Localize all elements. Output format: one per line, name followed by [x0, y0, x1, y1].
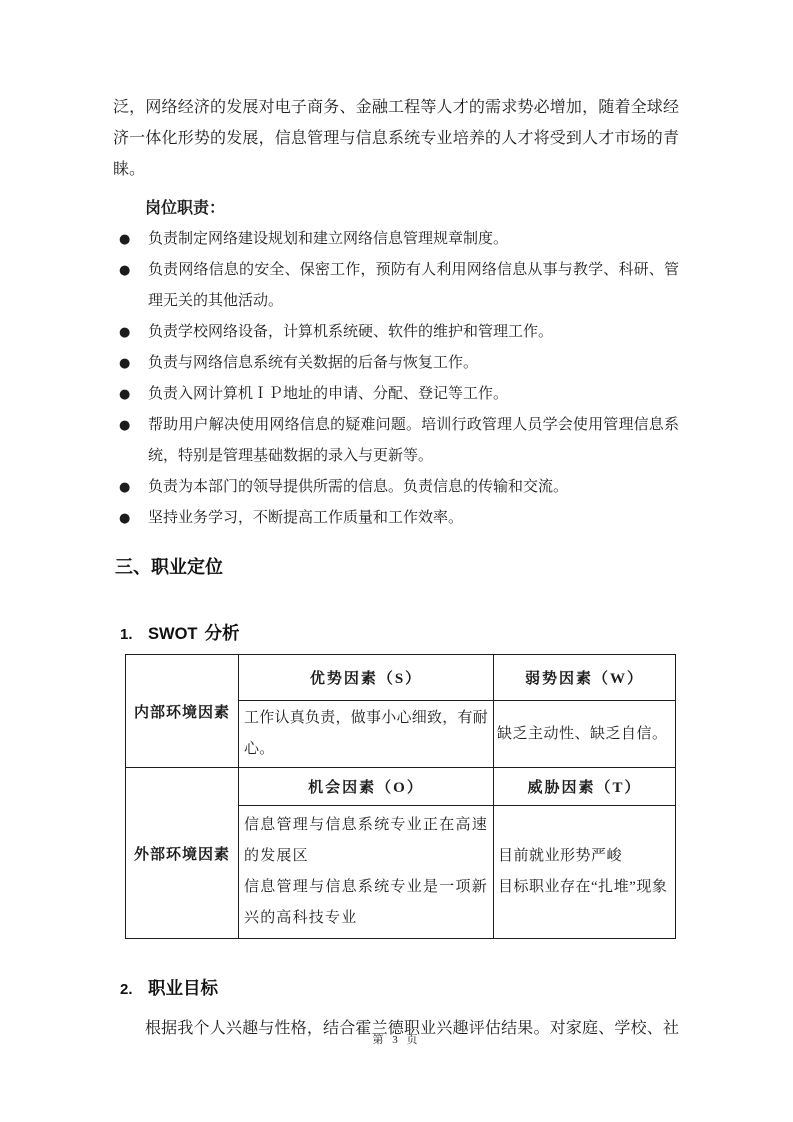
intro-paragraph: 泛，网络经济的发展对电子商务、金融工程等人才的需求势必增加，随着全球经济一体化形势的发展，信息管理与信息系统专业培养的人才将受到人才市场的青睐。 — [113, 99, 679, 178]
duty-item — [113, 472, 679, 503]
duty-text: 负责网络信息的安全、保密工作，预防有人利用网络信息从事与教学、科研、管理无关的其他活动。 — [148, 262, 679, 309]
duty-text: 负责制定网络建设规划和建立网络信息管理规章制度。 — [148, 231, 509, 247]
heading-number: 1. — [120, 626, 133, 643]
duty-text: 坚持业务学习，不断提高工作质量和工作效率。 — [148, 510, 464, 526]
duties-label: 岗位职责： — [145, 200, 226, 217]
duty-item — [113, 224, 679, 255]
page-content — [113, 0, 679, 1044]
duty-text: 负责为本部门的领导提供所需的信息。负责信息的传输和交流。 — [148, 479, 569, 495]
duty-text: 负责与网络信息系统有关数据的后备与恢复工作。 — [148, 355, 479, 371]
swot-opportunities-header: 机会因素（O） — [239, 768, 494, 806]
heading-text: 分析 — [204, 623, 240, 643]
page-number: 第 3 页 — [372, 1034, 421, 1046]
bullet-icon: ● — [119, 511, 131, 526]
bullet-icon: ● — [119, 263, 131, 278]
heading-latin: SWOT — [148, 625, 198, 643]
subsection-heading-career-goal — [120, 975, 679, 1003]
duty-text: 帮助用户解决使用网络信息的疑难问题。培训行政管理人员学会使用管理信息系统，特别是管理基础数据的录入与更新等。 — [148, 417, 679, 464]
heading-number: 2. — [120, 981, 133, 998]
swot-threats-cell — [494, 806, 676, 939]
bullet-icon: ● — [119, 232, 131, 247]
duty-item — [113, 410, 679, 472]
duty-item — [113, 348, 679, 379]
duty-item — [113, 255, 679, 317]
bullet-icon: ● — [119, 356, 131, 371]
heading-text: 职业目标 — [148, 978, 218, 998]
bullet-icon: ● — [119, 325, 131, 340]
duties-list — [113, 224, 679, 534]
bullet-icon: ● — [119, 387, 131, 402]
swot-external-label: 外部环境因素 — [126, 768, 239, 939]
opportunity-line: 信息管理与信息系统专业正在高速的发展区 — [244, 817, 488, 864]
threat-line: 目前就业形势严峻 — [498, 848, 623, 864]
duty-item — [113, 317, 679, 348]
duty-item — [113, 379, 679, 410]
section-heading-career-positioning: 三、职业定位 — [115, 557, 223, 577]
swot-strengths-cell: 工作认真负责，做事小心细致，有耐心。 — [239, 701, 494, 768]
goal-paragraph: 根据我个人兴趣与性格，结合霍兰德职业兴趣评估结果。对家庭、学校、社 — [145, 1020, 679, 1037]
swot-weaknesses-header: 弱势因素（W） — [494, 655, 676, 701]
bullet-icon: ● — [119, 418, 131, 433]
duty-text: 负责入网计算机ＩＰ地址的申请、分配、登记等工作。 — [148, 386, 509, 402]
opportunity-line: 信息管理与信息系统专业是一项新兴的高科技专业 — [244, 879, 488, 926]
swot-table — [125, 654, 676, 939]
bullet-icon: ● — [119, 480, 131, 495]
swot-internal-label: 内部环境因素 — [126, 655, 239, 768]
swot-weaknesses-cell: 缺乏主动性、缺乏自信。 — [494, 701, 676, 768]
duty-text: 负责学校网络设备，计算机系统硬、软件的维护和管理工作。 — [148, 324, 554, 340]
swot-threats-header: 威胁因素（T） — [494, 768, 676, 806]
subsection-heading-swot — [120, 620, 679, 648]
threat-line: 目标职业存在“扎堆”现象 — [498, 879, 668, 895]
duty-item — [113, 503, 679, 534]
swot-strengths-header: 优势因素（S） — [239, 655, 494, 701]
swot-opportunities-cell — [239, 806, 494, 939]
